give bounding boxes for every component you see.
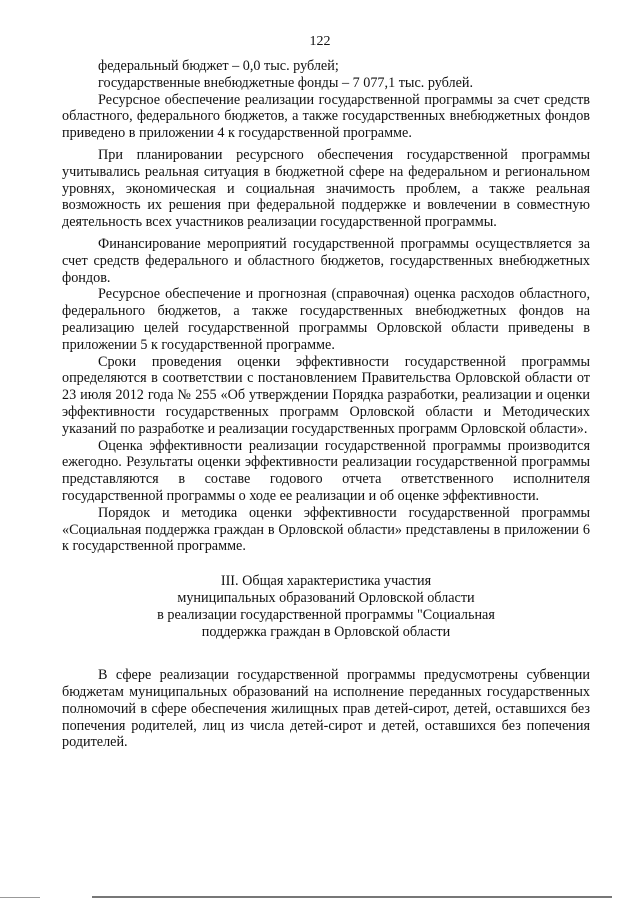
- paragraph: В сфере реализации государственной программы предусмотрены субвенции бюджетам муниципальных образований на исполнение переданных государственных полномочий в сфере обеспечения жилищных прав детей-сирот, детей, оставшихся без попечения родителей, лиц из числа детей-сирот и детей, оставшихся без попечения родителей.: [62, 667, 590, 751]
- section-heading-line: в реализации государственной программы "Социальная: [157, 607, 495, 624]
- footer-rule-left: [0, 897, 40, 898]
- footer-rule: [92, 896, 612, 898]
- section-heading-line: муниципальных образований Орловской области: [177, 590, 475, 607]
- paragraph: государственные внебюджетные фонды – 7 077,1 тыс. рублей.: [98, 74, 474, 91]
- section-heading-line: поддержка граждан в Орловской области: [201, 624, 451, 641]
- paragraph: Сроки проведения оценки эффективности государственной программы определяются в соответствии с постановлением Правительства Орловской области от 23 июля 2012 года № 255 «Об утверждении Порядка разработки, реализации и оценки эффективности государственных программ Орловской области и Методических указаний по разработке и реализации государственных программ Орловской области».: [62, 353, 590, 437]
- paragraph: При планировании ресурсного обеспечения государственной программы учитывались реальная ситуация в бюджетной сфере на федеральном и региональном уровнях, экономическая и социальная значимость проблем, а также реальная возможность их решения при федеральной поддержке и вовлечении в совместную деятельность всех участников реализации государственной программы.: [62, 146, 590, 231]
- paragraph: Порядок и методика оценки эффективности государственной программы «Социальная поддержка граждан в Орловской области» представлены в приложении 6 к государственной программе.: [62, 504, 590, 555]
- document-body: [62, 58, 590, 751]
- page-number: 122: [309, 34, 331, 49]
- section-heading-line: III. Общая характеристика участия: [220, 573, 432, 590]
- paragraph: Ресурсное обеспечение и прогнозная (справочная) оценка расходов областного, федерального бюджетов, а также государственных внебюджетных фондов на реализацию целей государственной программы Орловской области приведены в приложении 5 к государственной программе.: [62, 286, 590, 353]
- paragraph: Ресурсное обеспечение реализации государственной программы за счет средств областного, федерального бюджетов, а также государственных внебюджетных фондов приведено в приложении 4 к государственной программе.: [62, 91, 590, 142]
- paragraph: Оценка эффективности реализации государственной программы производится ежегодно. Результаты оценки эффективности реализации государственной программы представляются в составе годового отчета ответственного исполнителя государственной программы о ходе ее реализации и об оценке эффективности.: [62, 437, 590, 504]
- paragraphs-bottom: [62, 667, 590, 751]
- paragraphs-top: [62, 58, 590, 555]
- section-heading: [62, 573, 590, 641]
- paragraph: Финансирование мероприятий государственной программы осуществляется за счет средств федерального и областного бюджетов, государственных внебюджетных фондов.: [62, 235, 590, 286]
- paragraph: федеральный бюджет – 0,0 тыс. рублей;: [98, 58, 339, 74]
